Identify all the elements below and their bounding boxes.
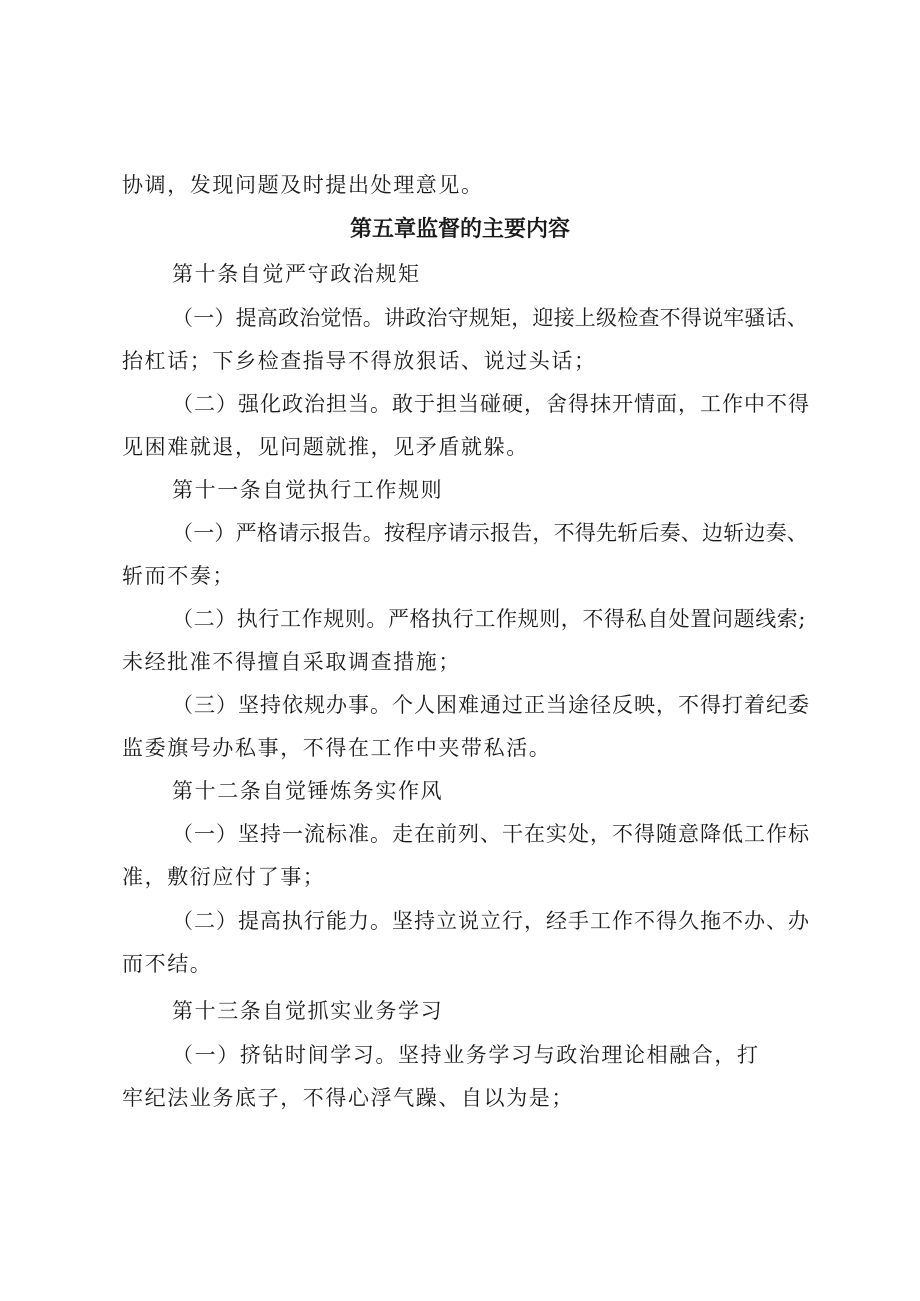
intro-line: 协调，发现问题及时提出处理意见。 (122, 173, 484, 197)
article-11-item-1-line-2: 斩而不奏； (122, 564, 235, 588)
article-11-item-3-line-1: （三）坚持依规办事。个人困难通过正当途径反映，不得打着纪委 (172, 693, 810, 717)
article-12-item-1-line-2: 准，敷衍应付了事； (122, 865, 326, 889)
article-11-item-3-line-2: 监委旗号办私事，不得在工作中夹带私活。 (122, 736, 552, 760)
article-10-item-2-line-2: 见困难就退，见问题就推，见矛盾就躲。 (122, 435, 529, 459)
article-11-title: 第十一条自觉执行工作规则 (172, 478, 444, 502)
article-11-item-2-line-1: （二）执行工作规则。严格执行工作规则，不得私自处置问题线索; (172, 607, 807, 631)
article-13-item-1-line-2: 牢纪法业务底子，不得心浮气躁、自以为是； (122, 1086, 574, 1110)
article-12-item-2-line-1: （二）提高执行能力。坚持立说立行，经手工作不得久拖不办、办 (172, 909, 810, 933)
article-11-item-2-line-2: 未经批准不得擅自采取调查措施； (122, 650, 461, 674)
chapter-title: 第五章监督的主要内容 (349, 217, 570, 242)
article-12-item-2-line-2: 而不结。 (122, 952, 213, 976)
article-12-title: 第十二条自觉锤炼务实作风 (172, 779, 444, 803)
article-10-title: 第十条自觉严守政治规矩 (172, 262, 421, 286)
article-12-item-1-line-1: （一）坚持一流标准。走在前列、干在实处，不得随意降低工作标 (172, 822, 810, 846)
article-10-item-2-line-1: （二）强化政治担当。敢于担当碰硬，舍得抹开情面，工作中不得 (172, 392, 810, 416)
article-11-item-1-line-1: （一）严格请示报告。按程序请示报告，不得先斩后奏、边斩边奏、 (172, 521, 808, 545)
article-10-item-1-line-1: （一）提高政治觉悟。讲政治守规矩，迎接上级检查不得说牢骚话、 (172, 306, 808, 330)
article-13-item-1-line-1: （一）挤钻时间学习。坚持业务学习与政治理论相融合，打 (172, 1043, 760, 1067)
article-13-title: 第十三条自觉抓实业务学习 (172, 999, 444, 1023)
article-10-item-1-line-2: 抬杠话；下乡检查指导不得放狠话、说过头话； (122, 349, 597, 373)
